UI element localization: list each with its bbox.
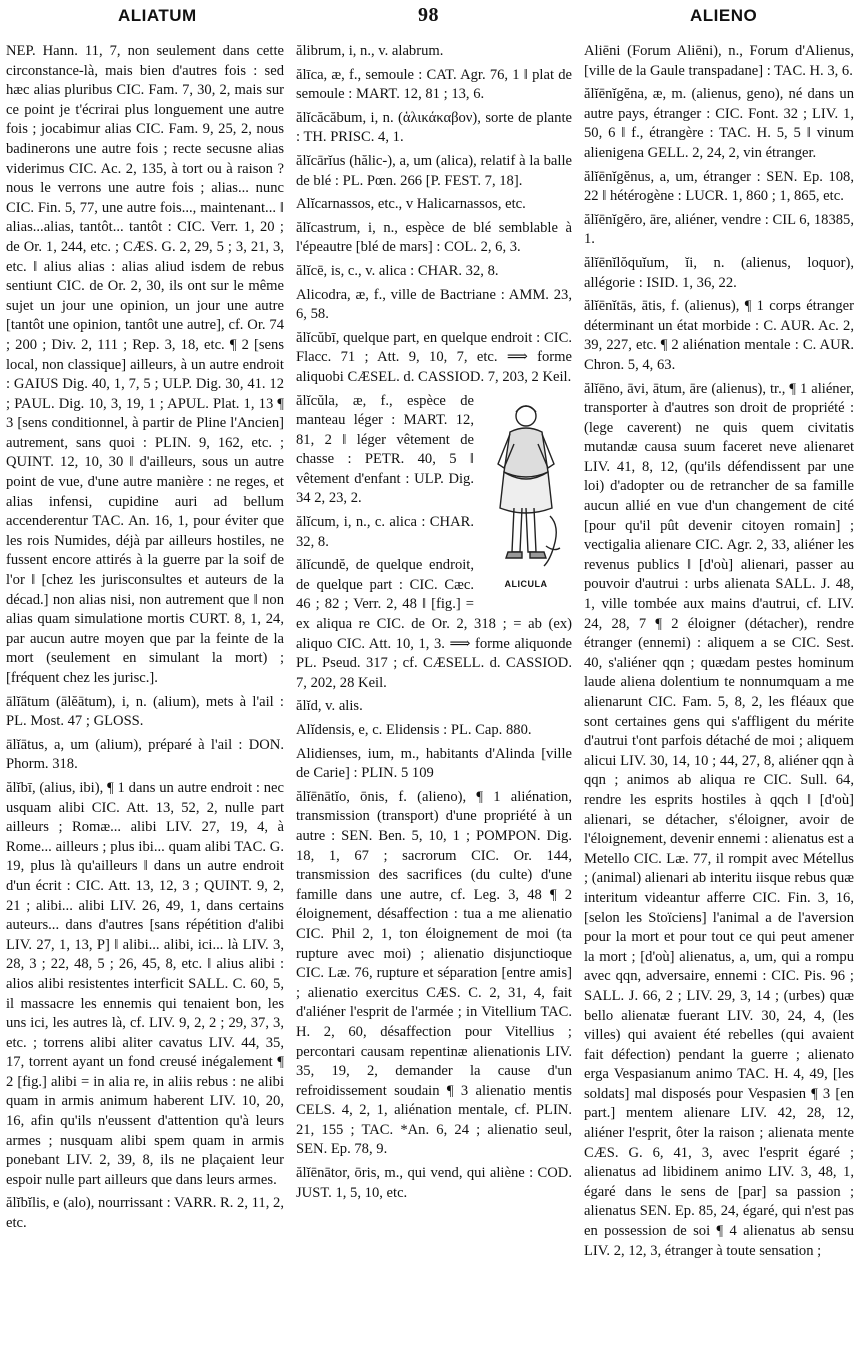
entry-text: ălĭēno, āvi, ātum, āre (alienus), tr., ¶ 1 aliéner, transporter à d'autres son droit de propriété : (lege caverent) ne quis quem civitatis mutandæ causa suum faceret neve alienaret LIV. 41, 8, 12, (qu'ils défendissent par une loi) d'adopter ou de retrancher de sa famille aucun allié en vue d'un changement de cité [pour qu'il pût devenir citoyen romain] ; vectigalia alienare CIC. Agr. 2, 33, aliéner les revenus publics ‖ [d'où] alienari, passer au pouvoir d'autrui : urbs alienata SALL. J. 48, 1, ville tombée aux mains d'autrui, cf. LIV. 24, 28, 7 ¶ 2 éloigner (détacher), rendre étranger (ennemi) : aliquem a se CIC. Sest. 40, s'aliéner qqn ; quædam pestes hominum laude aliena dolentium te nonnumquam a me alienarunt CIC. Fam. 5, 8, 2, les fléaux que sont certaines gens qui s'affligent du mérite d'autrui t'ont parfois détaché de moi ; aliquem alicui LIV. 30, 14, 10 ; 44, 27, 8, aliéner qqn à qqn ; animos ab aliqua re CIC. Sull. 64, rendre les esprits hostiles à qqch ‖ [d'où] alienari, se détacher, s'éloigner, avoir de l'éloignement, devenir ennemi : alienatus est a Metello CIC. Læ. 77, il rompit avec Métellus ; (animal) alienari ab interitu iisque rebus quæ interitum videantur afferre CIC. Fin. 3, 16, [selon les Stoïciens] l'animal a de l'aversion pour la mort et pour tout ce qui peut amener la mort ; [d'où] alienatus, a, um, qui a rompu avec qqn, adversaire, ennemi : CIC. Pis. 96 ; SALL. J. 66, 2 ; LIV. 29, 3, 14 ; (urbes) quæ bello alienatæ fuerant LIV. 30, 24, 4, (les villes) qui avaient été rebelles (qui avaient fait défection) pendant la guerre ; alienato erga Vespasianum animo TAC. H. 4, 49, [les soldats] mal disposés pour Vespasien ¶ 3 [en part.] mentem alienare LIV. 42, 28, 12, aliéner l'esprit, ôter la raison ; alienata mente CÆS. G. 6, 41, 3, avec l'esprit égaré ; alienatus ad libidinem animo LIV. 3, 48, 1, égaré dans le sens de [par] sa passion ; alienatus SEN. Ep. 85, 24, égaré, qui n'est pas en possession de soi ¶ 4 alienatus ab sensu LIV. 2, 12, 3, étranger à toute sensation ;: [584, 380, 854, 1259]
alicula-illustration: [480, 396, 572, 594]
page-number: 98: [418, 4, 439, 26]
entry-text: ălīca, æ, f., semoule : CAT. Agr. 76, 1 ‖ plat de semoule : MART. 12, 81 ; 13, 6.: [296, 66, 572, 103]
entry-text: ălĭbĭlis, e (alo), nourrissant : VARR. R. 2, 11, 2, etc.: [6, 1195, 284, 1232]
entry-text: ălĭcārĭus (hălic-), a, um (alica), relatif à la balle de blé : PL. Pœn. 266 [P. FEST. 7, 18].: [296, 152, 572, 189]
entry-text: ălibrum, i, n., v. alabrum.: [296, 43, 444, 59]
entry-text: ālĭātum (ālĕātum), i, n. (alium), mets à l'ail : PL. Most. 47 ; GLOSS.: [6, 693, 284, 730]
entry-text: Alĭdensis, e, c. Elidensis : PL. Cap. 880.: [296, 722, 532, 738]
entry-text: Alĭcarnassos, etc., v Halicarnassos, etc.: [296, 196, 526, 213]
entry-text: ălĭcundĕ, de quelque endroit, de quelque part : CIC. Cæc. 46 ; 82 ; Verr. 2, 48 ‖ [fig.] = ex aliqua re CIC. de Or. 2, 318 ; = ab (ex) aliquo CIC. Att. 10, 1, 3. ⟹ forme aliquonde PL. Pseud. 317 ; cf. CÆSELL. d. CASSIOD. 7, 202, 28 Keil.: [296, 557, 572, 691]
entry-text: ălĭēnĭlŏquĭum, ĭi, n. (alienus, loquor), allégorie : ISID. 1, 36, 22.: [584, 254, 854, 291]
entry-text: ălĭcŭbī, quelque part, en quelque endroit : CIC. Flacc. 71 ; Att. 9, 10, 7, etc. ⟹ forme aliquobi CÆSEL. d. CASSIOD. 7, 203, 2 Keil.: [296, 329, 572, 385]
header-first-entry: ALIATUM: [118, 6, 197, 25]
page-header: [0, 6, 858, 34]
entry-text: ălĭcŭla, æ, f., espèce de manteau léger : MART. 12, 81, 2 ‖ léger vêtement de chasse : PETR. 40, 5 ‖ vêtement d'enfant : ULP. Dig. 34 2, 23, 2.: [296, 392, 474, 507]
entry-text: ălĭcum, i, n., c. alica : CHAR. 32, 8.: [296, 514, 474, 550]
entry-text: ălĭēnĭgĕnus, a, um, étranger : SEN. Ep. 108, 22 ‖ hétérogène : LUCR. 1, 860 ; 1, 865, etc.: [584, 168, 854, 205]
entry-text: ălĭcăcăbum, i, n. (ἁλικάκαβον), sorte de plante : TH. PRISC. 4, 1.: [296, 109, 572, 146]
entry-text: ălĭēnĭgĕro, āre, aliéner, vendre : CIL 6, 18385, 1.: [584, 211, 854, 248]
entry-text: ălĭcē, is, c., v. alica : CHAR. 32, 8.: [296, 262, 499, 279]
illustration-caption: ALICULA: [504, 578, 548, 589]
entry-text: ālĭātus, a, um (alium), préparé à l'ail : DON. Phorm. 318.: [6, 736, 284, 773]
header-last-entry: ALIENO: [690, 6, 758, 25]
entry-text: ălĭēnĭtās, ātis, f. (alienus), ¶ 1 corps étranger déterminant un état morbide : C. AUR. Ac. 2, 39, 227, etc. ¶ 2 aliénation mentale : C. AUR. Chron. 5, 4, 63.: [584, 298, 854, 373]
entry-text: ălĭēnātor, ōris, m., qui vend, qui aliène : COD. JUST. 1, 5, 10, etc.: [296, 1165, 572, 1201]
figure-in-tunic-illustration: [480, 396, 572, 578]
entry-text: Alidienses, ium, m., habitants d'Alinda [ville de Carie] : PLIN. 5 109: [296, 745, 572, 782]
entry-text: ălĭēnātĭo, ōnis, f. (alieno), ¶ 1 aliénation, transmission (transport) d'une propriété à un autre : SEN. Ben. 5, 10, 1 ; POMPON. Dig. 18, 1, 67 ; sacrorum CIC. Or. 144, transmission des sacrifices (du culte) d'une famille dans une autre, cf. Leg. 3, 48 ¶ 2 éloignement, désaffection : tua a me alienatio CIC. Phil 2, 1, ton éloignement de moi (ta rupture avec moi) ; alienatio disjunctioque CIC. Læ. 76, rupture et séparation [entre amis] ; alienatio exercitus CÆS. C. 2, 31, 4, fait d'aliéner l'esprit de l'armée ; in Vitellium TAC. H. 2, 60, désaffection pour Vitellius ; percontari causam repentinæ alienationis LIV. 35, 19, 2, demander la cause d'un refroidissement soudain ¶ 3 alienatio mentis CELS. 4, 2, 1, aliénation mentale, cf. PLIN. 21, 155 ; TAC. *An. 6, 24 ; alienatio seul, SEN. Ep. 78, 9.: [296, 788, 572, 1158]
entry-text: Alicodra, æ, f., ville de Bactriane : AMM. 23, 6, 58.: [296, 286, 572, 323]
entry-text: NEP. Hann. 11, 7, non seulement dans cette circonstance-là, mais bien d'autres fois : sed hæc alias pluribus CIC. Fam. 7, 30, 2, mais sur ce point je t'écrirai plus longuement une autre fois ; jocabimur alias CIC. Fam. 9, 25, 2, nous badinerons une autre fois ; recte secusne alias viderimus CIC. Ac. 2, 135, à tort ou à raison ? nous le verrons une autre fois ; alias... nunc CIC. Fin. 5, 77, une autre fois..., maintenant... ‖ alias...alias, tantôt... tantôt : CIC. Verr. 1, 20 ; de Or. 1, 244, etc. ; CÆS. G. 2, 29, 5 ; 3, 21, 3, etc. ‖ alius alias : alias aliud isdem de rebus sentiunt CIC. de Or. 2, 30, ils ont sur le même sujet un jour une opinion, un jour une autre [tantôt une opinion, tantôt une autre], cf. Or. 74 ; 200 ; Div. 2, 111 ; Rep. 3, 18, etc. ¶ 2 [sens local, non classique] ailleurs, à un autre endroit : GAIUS Dig. 40, 1, 7, 5 ; ULP. Dig. 30, 41. 12 ; PAUL. Dig. 10, 3, 19, 1 ; APUL. Plat. 1, 13 ¶ 3 [sens conditionnel, à partir de Pline l'Ancien] autrement, sans quoi : PLIN. 9, 162, etc. ; QUINT. 12, 10, 30 ‖ d'ailleurs, sous un autre point de vue, d'une autre manière : ne reges, et alias infensi, cupidine auri ad bellum accenderentur TAC. An. 16, 1, pour éviter que les rois Numides, déjà par ailleurs hostiles, ne fussent encore attirés à la guerre par la soif de l'or ‖ [chez les jurisconsultes et auteurs de la décad.] non alias nisi, non autrement que ‖ non alias quam simulatione mortis CURT. 8, 1, 24, par aucun autre moyen que par la feinte de la mort (seulement en simulant la mort) ; [fréquent chez les jurisc.].: [6, 43, 284, 686]
entry-text: ălĭbī, (alius, ibi), ¶ 1 dans un autre endroit : nec usquam alibi CIC. Att. 13, 52, 2, nulle part ailleurs ; Romæ... alibi LIV. 27, 19, 4, à Rome... ailleurs ; plus ibi... quam alibi TAC. G. 19, plus là qu'ailleurs ‖ dans un autre endroit d'un écrit : CIC. Att. 13, 12, 3 ; QUINT. 9, 2, 21 ; alibi... alibi LIV. 26, 49, 1, dans certains auteurs... dans d'autres [sans répétition d'alibi LIV. 27, 1, 13, P] ‖ alibi... alibi, ici... là LIV. 3, 28, 3 ; 22, 48, 5 ; 26, 45, 8, etc. ‖ alius alibi : alios alibi resistentes interficit SALL. C. 60, 5, il massacre les ennemis qui tenaient bon, les uns ici, les autres là, cf. LIV. 9, 2, 2 ; 29, 37, 3, etc. ; torrens alibi aliter cavatus LIV. 44, 35, 17, torrent ayant un fond creusé inégalement ¶ 2 [fig.] alibi = in alia re, in aliis rebus : ne alibi quam in armis animum haberent LIV. 10, 20, 16, afin qu'ils n'eussent d'attention qu'à leurs armes ; nusquam alibi spem quam in armis ponebant LIV. 2, 39, 8, ils ne plaçaient leur espoir nulle part ailleurs que dans leurs armes.: [6, 779, 284, 1188]
entry-text: ălĭd, v. alis.: [296, 698, 363, 715]
column-1: [6, 42, 284, 1342]
entry-text: Aliēni (Forum Aliēni), n., Forum d'Alienus, [ville de la Gaule transpadane] : TAC. H. 3, 6.: [584, 43, 854, 79]
column-3: [584, 42, 854, 1342]
column-2: [296, 42, 572, 1342]
entry-text: ălĭēnĭgĕna, æ, m. (alienus, geno), né dans un autre pays, étranger : CIC. Font. 32 ; LIV. 1, 50, 6 ‖ f., étrangère : TAC. H. 5, 5 ‖ vinum alienigena GELL. 2, 24, 2, vin étranger.: [584, 86, 854, 161]
entry-text: ălĭcastrum, i, n., espèce de blé semblable à l'épeautre [blé de mars] : COL. 2, 6, 3.: [296, 219, 572, 256]
